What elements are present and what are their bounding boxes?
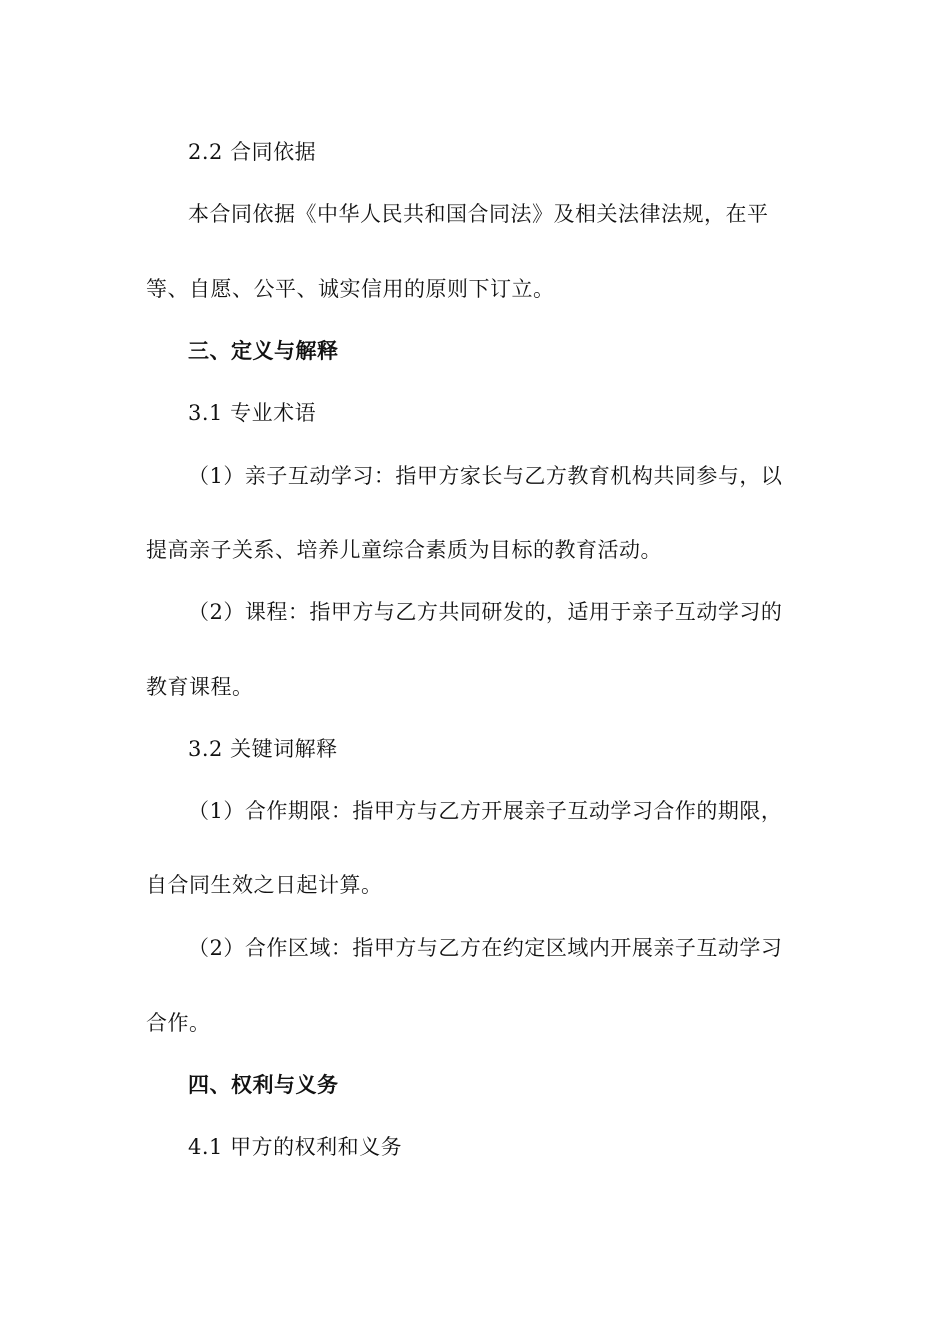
paragraph-line: 自合同生效之日起计算。 [146, 873, 383, 897]
subsection-heading-3-2: 3.2 关键词解释 [188, 737, 338, 761]
subsection-heading-2-2: 2.2 合同依据 [188, 140, 317, 164]
paragraph-line: 合作。 [146, 1011, 211, 1035]
subsection-heading-3-1: 3.1 专业术语 [188, 401, 317, 425]
paragraph-line: （2）课程：指甲方与乙方共同研发的，适用于亲子互动学习的 [188, 600, 783, 624]
paragraph-line: 等、自愿、公平、诚实信用的原则下订立。 [146, 277, 555, 301]
section-heading-3: 三、定义与解释 [188, 338, 339, 363]
paragraph-line: 提高亲子关系、培养儿童综合素质为目标的教育活动。 [146, 538, 662, 562]
paragraph-line: （1）亲子互动学习：指甲方家长与乙方教育机构共同参与，以 [188, 464, 783, 488]
paragraph-line: 本合同依据《中华人民共和国合同法》及相关法律法规，在平 [188, 202, 769, 226]
section-heading-4: 四、权利与义务 [188, 1072, 339, 1097]
subsection-heading-4-1: 4.1 甲方的权利和义务 [188, 1135, 403, 1159]
paragraph-line: （1）合作期限：指甲方与乙方开展亲子互动学习合作的期限， [188, 799, 783, 823]
paragraph-line: （2）合作区域：指甲方与乙方在约定区域内开展亲子互动学习 [188, 936, 783, 960]
paragraph-line: 教育课程。 [146, 675, 254, 699]
